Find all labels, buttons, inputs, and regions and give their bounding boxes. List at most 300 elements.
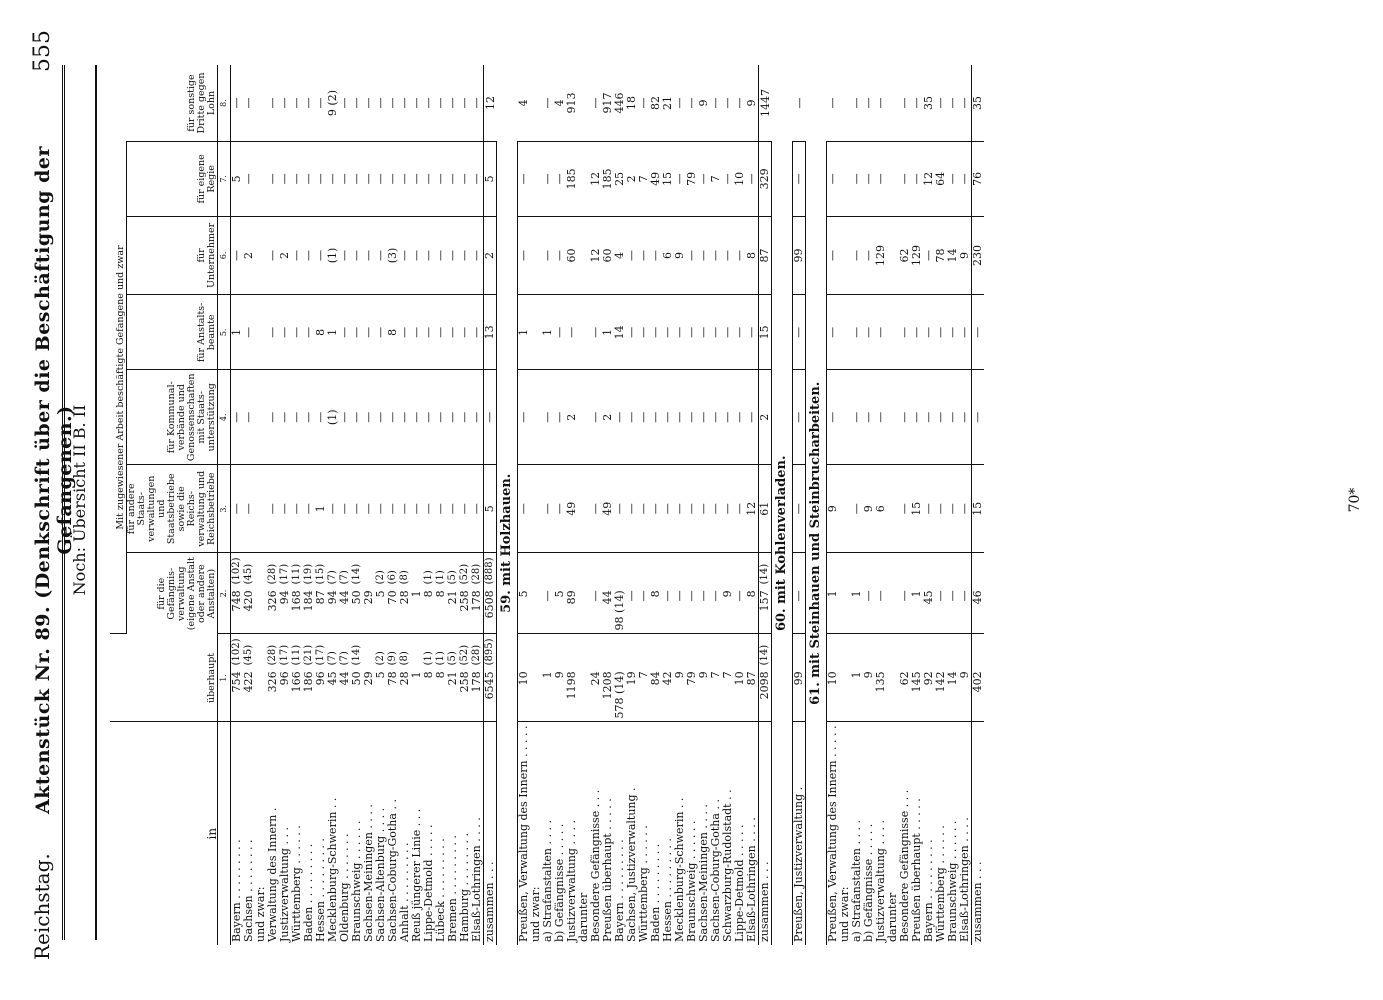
cell-c1: 92 — [923, 668, 935, 722]
cell-c1: 9 — [674, 668, 686, 722]
cell-c7: — — [315, 142, 327, 217]
cell-p2 — [710, 553, 722, 587]
cell-c1: 9 — [959, 668, 972, 722]
cell-c2: 45 — [923, 587, 935, 634]
cell-c6: — — [423, 216, 435, 295]
cell-c3: — — [291, 465, 303, 553]
cell-c6: — — [710, 216, 722, 295]
cell-c1: 1 — [411, 668, 423, 722]
cell-c5: — — [793, 295, 806, 370]
cell-c2: 5 — [518, 587, 531, 634]
cell-p2 — [411, 553, 423, 587]
cell-p2 — [578, 553, 590, 587]
cell-c1: 9 — [698, 668, 710, 722]
cell-c4: — — [484, 370, 497, 465]
row-label: Preußen, Verwaltung des Innern . . . . . — [826, 725, 839, 942]
cell-c8: — — [590, 65, 602, 142]
cell-c3: 5 — [484, 465, 497, 553]
cell-c7: — — [518, 142, 531, 217]
cell-p2 — [566, 553, 578, 587]
cell-c2: 70 — [387, 587, 399, 634]
table-row — [875, 65, 887, 945]
cell-p2 — [947, 553, 959, 587]
cell-c1: 8 — [435, 668, 447, 722]
cell-p2 — [363, 553, 375, 587]
cell-p2 — [899, 553, 911, 587]
cell-c8: 9 — [698, 65, 710, 142]
cell-c1: 326 — [267, 668, 279, 722]
cell-c7: — — [411, 142, 423, 217]
cell-c6: 2 — [484, 216, 497, 295]
cell-c8: — — [793, 65, 806, 142]
cell-c3: — — [899, 465, 911, 553]
cell-p1: (21) — [303, 644, 314, 666]
cell-p2 — [923, 553, 935, 587]
cell-p2 — [863, 553, 875, 587]
section-title: 59. mit Holzhauen. — [497, 142, 518, 945]
cell-c6: 2 — [243, 216, 255, 295]
cell-c2: 420 — [243, 587, 255, 634]
cell-c6: — — [698, 216, 710, 295]
cell-c8: — — [291, 65, 303, 142]
cell-c7: — — [279, 142, 291, 217]
cell-c4: — — [686, 370, 698, 465]
cell-c6: — — [827, 216, 840, 295]
cell-p2 — [827, 553, 840, 587]
cell-c2: 46 — [972, 587, 985, 634]
col-num-3: 3. — [218, 465, 231, 553]
cell-c1: 6545 — [484, 668, 497, 722]
row-label: a) Strafanstalten . . . . — [541, 820, 554, 942]
cell-c2: — — [686, 587, 698, 634]
cell-c5: — — [875, 295, 887, 370]
row-label: und zwar: — [529, 886, 542, 942]
row-label: Bayern . . . . . . . . . — [922, 839, 935, 942]
cell-p2: (19) — [303, 563, 314, 585]
cell-c8: — — [435, 65, 447, 142]
row-label: Baden . . . . . . . . . — [649, 843, 662, 942]
cell-p1 — [650, 634, 662, 668]
cell-c3: — — [471, 465, 484, 553]
cell-c2: 94 — [279, 587, 291, 634]
cell-p1 — [947, 634, 959, 668]
cell-c8: 35 — [923, 65, 935, 142]
table-body — [231, 65, 985, 945]
cell-p2 — [614, 553, 626, 587]
cell-c1: 45 — [327, 668, 339, 722]
cell-c5: — — [722, 295, 734, 370]
cell-c3: 61 — [759, 465, 772, 553]
cell-c5: — — [566, 295, 578, 370]
table-row — [566, 65, 578, 945]
row-label: Lippe-Detmold . . . . . — [422, 824, 435, 942]
cell-c4: — — [923, 370, 935, 465]
cell-p2 — [590, 553, 602, 587]
cell-c3: — — [327, 465, 339, 553]
cell-c6: — — [542, 216, 554, 295]
cell-c1: 21 — [447, 668, 459, 722]
col-header-1: überhaupt — [110, 634, 218, 722]
col-num-6: 6. — [218, 216, 231, 295]
cell-c3: — — [698, 465, 710, 553]
cell-c8: — — [399, 65, 411, 142]
cell-c8: — — [375, 65, 387, 142]
cell-c3: — — [947, 465, 959, 553]
cell-c7: 5 — [231, 142, 244, 217]
cell-c4: — — [351, 370, 363, 465]
cell-c8: — — [863, 65, 875, 142]
cell-c1: 50 — [351, 668, 363, 722]
cell-c2: — — [626, 587, 638, 634]
cell-c6: — — [291, 216, 303, 295]
cell-c8: 18 — [626, 65, 638, 142]
col-num-8: 8. — [218, 65, 231, 142]
cell-c6: — — [471, 216, 484, 295]
cell-c7: — — [746, 142, 759, 217]
cell-c6: — — [638, 216, 650, 295]
cell-c2: 178 — [471, 587, 484, 634]
cell-c8: — — [459, 65, 471, 142]
cell-c1: 24 — [590, 668, 602, 722]
cell-p2: (2) — [375, 570, 386, 585]
cell-c4: — — [590, 370, 602, 465]
cell-p1 — [710, 634, 722, 668]
cell-c7: — — [471, 142, 484, 217]
cell-p2: (14) — [759, 553, 772, 587]
cell-c6: — — [315, 216, 327, 295]
cell-c5: — — [911, 295, 923, 370]
cell-c1: 78 — [387, 668, 399, 722]
cell-p2 — [638, 553, 650, 587]
cell-c4: — — [423, 370, 435, 465]
cell-p1: (1) — [423, 651, 434, 666]
cell-c6: — — [518, 216, 531, 295]
cell-p1: (14) — [759, 634, 772, 668]
cell-p1 — [839, 634, 851, 668]
cell-c2: 44 — [602, 587, 614, 634]
cell-c8: 9 — [746, 65, 759, 142]
cell-c1: 178 — [471, 668, 484, 722]
cell-c7: — — [851, 142, 863, 217]
cell-c1: 10 — [518, 668, 531, 722]
cell-c2: 258 — [459, 587, 471, 634]
cell-c6: — — [411, 216, 423, 295]
table-row — [746, 65, 759, 945]
cell-p2 — [650, 553, 662, 587]
cell-p2 — [698, 553, 710, 587]
cell-c4: — — [303, 370, 315, 465]
cell-c6: (3) — [387, 216, 399, 295]
cell-c3: — — [923, 465, 935, 553]
cell-p1: (17) — [279, 644, 290, 666]
cell-c6: 60 — [602, 216, 614, 295]
cell-c1: 258 — [459, 668, 471, 722]
cell-c6: — — [267, 216, 279, 295]
cell-c2: — — [959, 587, 972, 634]
statistics-table — [110, 65, 984, 945]
col-num-5: 5. — [218, 295, 231, 370]
cell-p1: (45) — [243, 644, 254, 666]
cell-c7: 79 — [686, 142, 698, 217]
cell-c5: — — [923, 295, 935, 370]
cell-c1: 754 — [231, 668, 244, 722]
row-label: zusammen . . . — [484, 722, 497, 945]
cell-c2: 5 — [375, 587, 387, 634]
cell-p2: (28) — [471, 563, 482, 585]
cell-c5: — — [959, 295, 972, 370]
cell-c5: — — [686, 295, 698, 370]
row-label: Bayern . . . . . . . . . — [613, 839, 626, 942]
cell-c3: — — [793, 465, 806, 553]
row-label: zusammen . . . — [759, 722, 772, 945]
row-label: zusammen . . . — [972, 722, 985, 945]
cell-c8: — — [734, 65, 746, 142]
cell-c1: 135 — [875, 668, 887, 722]
cell-p2 — [875, 553, 887, 587]
cell-c2: — — [674, 587, 686, 634]
cell-c3: — — [650, 465, 662, 553]
cell-p1 — [590, 634, 602, 668]
cell-c4: 2 — [759, 370, 772, 465]
cell-c5: 8 — [315, 295, 327, 370]
cell-c8: — — [899, 65, 911, 142]
cell-c6: — — [923, 216, 935, 295]
cell-p2 — [530, 553, 542, 587]
cell-c3: — — [423, 465, 435, 553]
header-title: Aktenstück Nr. 89. (Denkschrift über die Beschäftigung der Gefangenen.) — [32, 145, 76, 815]
cell-p1 — [566, 634, 578, 668]
cell-c6: — — [351, 216, 363, 295]
cell-c3: — — [614, 465, 626, 553]
cell-c8: — — [279, 65, 291, 142]
cell-p2: (8) — [399, 570, 410, 585]
cell-c8: — — [363, 65, 375, 142]
cell-p2 — [839, 553, 851, 587]
row-label: Württemberg . . . . . . — [290, 825, 303, 942]
cell-c7: 5 — [484, 142, 497, 217]
row-label: Preußen, Justizverwaltung . — [792, 786, 805, 942]
cell-p2: (15) — [315, 563, 326, 585]
cell-c3: — — [243, 465, 255, 553]
cell-c3: — — [722, 465, 734, 553]
col-header-8: für sonstige Dritte gegen Lohn — [127, 65, 218, 142]
cell-c4: — — [267, 370, 279, 465]
cell-c3: — — [851, 465, 863, 553]
cell-c7: 7 — [710, 142, 722, 217]
cell-c7: 64 — [935, 142, 947, 217]
cell-c4: — — [875, 370, 887, 465]
cell-c5: — — [827, 295, 840, 370]
cell-c4: — — [542, 370, 554, 465]
cell-c3: 9 — [827, 465, 840, 553]
cell-c3: — — [231, 465, 244, 553]
cell-c5: — — [243, 295, 255, 370]
cell-c7: 12 — [590, 142, 602, 217]
cell-c5: — — [554, 295, 566, 370]
table-row — [518, 65, 531, 945]
cell-c2: 1 — [851, 587, 863, 634]
cell-c6: — — [863, 216, 875, 295]
cell-c4: — — [746, 370, 759, 465]
cell-c7: — — [793, 142, 806, 217]
col-num-7: 7. — [218, 142, 231, 217]
cell-c7: — — [542, 142, 554, 217]
cell-p2 — [674, 553, 686, 587]
cell-c7: — — [947, 142, 959, 217]
cell-c1: 186 — [303, 668, 315, 722]
cell-p1 — [530, 634, 542, 668]
row-label: Sachsen . . . . . . . . — [242, 839, 255, 942]
cell-p2 — [542, 553, 554, 587]
group-header: Mit zugewiesener Arbeit beschäftigte Gefangene und zwar — [110, 142, 127, 634]
row-label: Anhalt . . . . . . . . . — [398, 842, 411, 942]
cell-c4: — — [662, 370, 674, 465]
cell-c5: 14 — [614, 295, 626, 370]
row-label: Mecklenburg-Schwerin . . — [673, 797, 686, 942]
cell-c2: — — [662, 587, 674, 634]
cell-c7: — — [554, 142, 566, 217]
cell-c6: — — [231, 216, 244, 295]
cell-p2 — [255, 553, 267, 587]
cell-p2 — [959, 553, 972, 587]
cell-c3: — — [554, 465, 566, 553]
cell-p2 — [518, 553, 531, 587]
cell-c5: 1 — [518, 295, 531, 370]
table-top-rule — [95, 65, 97, 940]
cell-c5: 15 — [759, 295, 772, 370]
row-label: Bayern . . . . . . . . . — [230, 839, 243, 942]
cell-p2: (14) — [351, 563, 362, 585]
row-label: darunter — [886, 892, 899, 942]
cell-c6: 14 — [947, 216, 959, 295]
cell-c5: — — [662, 295, 674, 370]
cell-c1: 14 — [947, 668, 959, 722]
col-header-4: für Kommunalverbände und Genossenschaften mit Staatsunterstützung — [127, 370, 218, 465]
cell-c8: — — [851, 65, 863, 142]
cell-c7: — — [863, 142, 875, 217]
cell-c4: — — [793, 370, 806, 465]
cell-c8: — — [351, 65, 363, 142]
cell-p2 — [602, 553, 614, 587]
cell-c3: — — [303, 465, 315, 553]
cell-c8: 82 — [650, 65, 662, 142]
cell-c4: — — [399, 370, 411, 465]
cell-c1: 79 — [686, 668, 698, 722]
cell-c2: 326 — [267, 587, 279, 634]
row-label: Preußen überhaupt . . . . . — [601, 798, 614, 942]
cell-c3: — — [626, 465, 638, 553]
cell-p2: (6) — [387, 570, 398, 585]
cell-c3: — — [447, 465, 459, 553]
cell-c8: — — [387, 65, 399, 142]
cell-c5: — — [459, 295, 471, 370]
cell-c1: 2098 — [759, 668, 772, 722]
cell-c1: 62 — [899, 668, 911, 722]
cell-p1 — [746, 634, 759, 668]
cell-c7: — — [267, 142, 279, 217]
cell-p2: (7) — [339, 570, 350, 585]
cell-c2: 9 — [722, 587, 734, 634]
row-label: und zwar: — [254, 886, 267, 942]
cell-c3: — — [339, 465, 351, 553]
cell-c6: 99 — [793, 216, 806, 295]
cell-c7: 329 — [759, 142, 772, 217]
cell-c1: 142 — [935, 668, 947, 722]
cell-c3: — — [399, 465, 411, 553]
cell-c5: — — [279, 295, 291, 370]
cell-c2: — — [734, 587, 746, 634]
cell-c6: 12 — [590, 216, 602, 295]
cell-c8: — — [710, 65, 722, 142]
row-label: Hessen . . . . . . . . . — [661, 838, 674, 942]
cell-p1 — [662, 634, 674, 668]
row-label: Oldenburg . . . . . . . — [338, 833, 351, 942]
cell-p2: (888) — [484, 553, 497, 587]
row-label: b) Gefängnisse . . . . . — [862, 823, 875, 942]
row-label: Preußen überhaupt . . . . . — [910, 798, 923, 942]
cell-c7: — — [399, 142, 411, 217]
cell-p1 — [614, 634, 626, 668]
cell-c2: 8 — [746, 587, 759, 634]
cell-c5: — — [863, 295, 875, 370]
cell-c3: — — [459, 465, 471, 553]
row-label: Sachsen, Justizverwaltung . — [625, 787, 638, 942]
cell-c7: — — [423, 142, 435, 217]
cell-c8: — — [959, 65, 972, 142]
cell-c6: 6 — [662, 216, 674, 295]
cell-p2 — [686, 553, 698, 587]
cell-c4: — — [698, 370, 710, 465]
row-label: Sachsen-Meiningen . . . . — [697, 804, 710, 942]
cell-p2 — [793, 553, 806, 587]
cell-p2 — [887, 553, 899, 587]
cell-c8: — — [303, 65, 315, 142]
cell-c7: 185 — [566, 142, 578, 217]
cell-c1: 166 — [291, 668, 303, 722]
cell-c2: — — [863, 587, 875, 634]
cell-c2: 89 — [566, 587, 578, 634]
cell-c8: — — [827, 65, 840, 142]
row-label: a) Strafanstalten . . . . — [850, 820, 863, 942]
cell-c4: — — [626, 370, 638, 465]
cell-c1: 29 — [363, 668, 375, 722]
col-num-2: 2. — [218, 553, 231, 634]
cell-c8: — — [339, 65, 351, 142]
cell-c2: — — [542, 587, 554, 634]
cell-c5: — — [899, 295, 911, 370]
cell-p1: (1) — [435, 651, 446, 666]
cell-p2: (17) — [279, 563, 290, 585]
cell-c5: — — [590, 295, 602, 370]
cell-c2: 157 — [759, 587, 772, 634]
cell-p1 — [626, 634, 638, 668]
col-header-6: für Unternehmer — [127, 216, 218, 295]
label-col-header: in — [110, 722, 218, 945]
cell-c2: 98 (14) — [614, 587, 626, 634]
cell-c2: 87 — [315, 587, 327, 634]
cell-c5: — — [734, 295, 746, 370]
cell-c6: 60 — [566, 216, 578, 295]
cell-c5: — — [399, 295, 411, 370]
table-row — [471, 65, 484, 945]
cell-c7: — — [911, 142, 923, 217]
cell-c1: 1 — [542, 668, 554, 722]
cell-c3: — — [267, 465, 279, 553]
row-label: b) Gefängnisse . . . . . — [553, 823, 566, 942]
section-title: 61. mit Steinhauen und Steinbrucharbeiten. — [806, 142, 827, 945]
cell-c5: — — [698, 295, 710, 370]
cell-c5: — — [435, 295, 447, 370]
